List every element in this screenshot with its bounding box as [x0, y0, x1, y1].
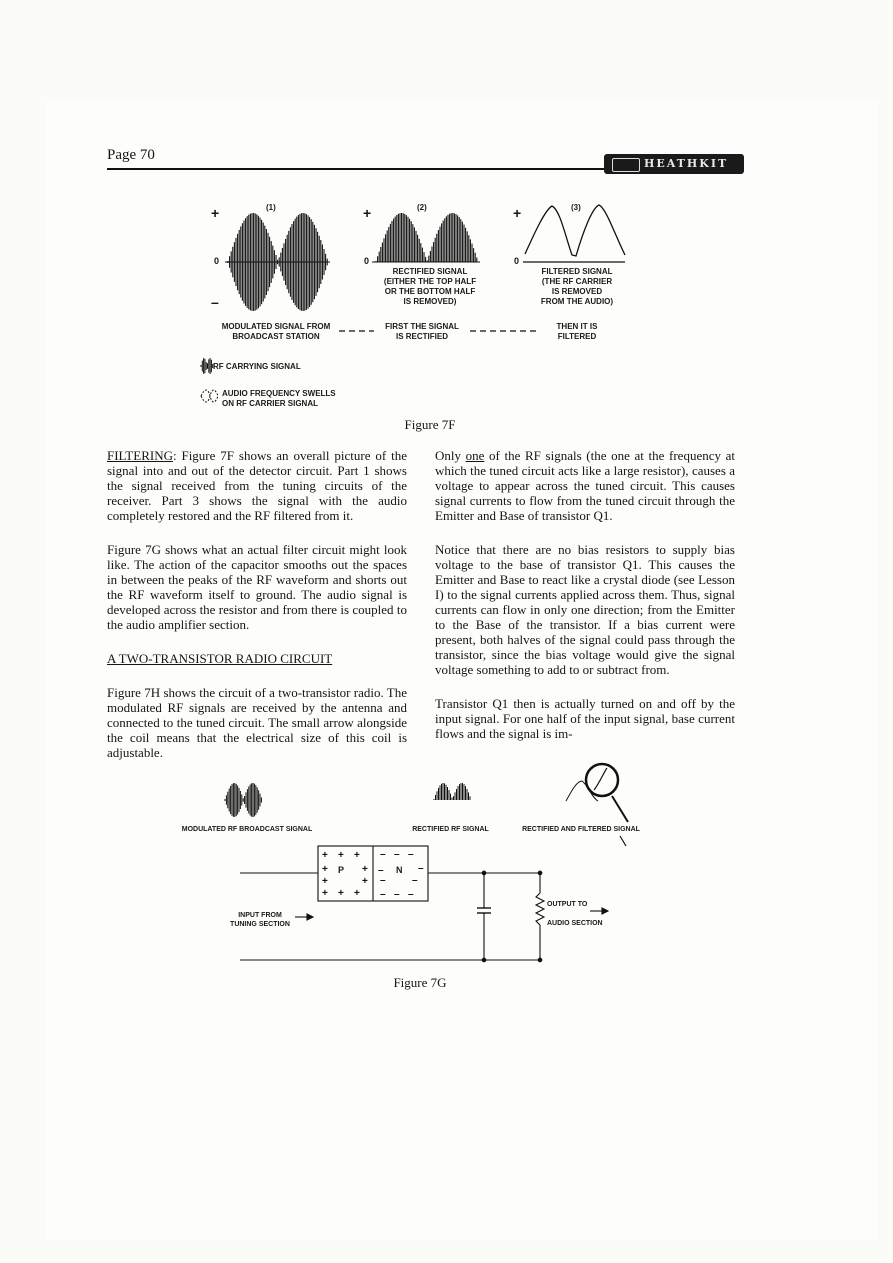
transistor-q1-paragraph: Transistor Q1 then is actually turned on and off by the input signal. For one half of the input signal, base current flows and the signal is im- — [435, 696, 735, 741]
panel3-desc-1: FILTERED SIGNAL — [541, 267, 613, 276]
panel3-label-line2: FILTERED — [557, 332, 597, 341]
input-label-line2: TUNING SECTION — [230, 921, 290, 928]
legend-audio-line1: AUDIO FREQUENCY SWELLS — [222, 389, 336, 398]
svg-text:+: + — [362, 876, 368, 887]
panel2-label-line1: FIRST THE SIGNAL — [385, 322, 459, 331]
p1-before: Only — [435, 448, 466, 463]
panel2-desc-2: (EITHER THE TOP HALF — [383, 277, 477, 286]
panel3-desc-3: IS REMOVED — [551, 287, 603, 296]
svg-text:+: + — [338, 888, 344, 899]
svg-text:–: – — [380, 849, 386, 860]
bias-paragraph: Notice that there are no bias resistors to supply bias voltage to the base of transistor Q1. This causes the Emitter and Base to react like a crystal diode (see Lesson I) to the signal currents applied across them. Thus, signal currents can flow in only one direction; from the Emitter to the Base of the transistor. If a bias current were present, both halves of the signal could pass through the transistor, since the bias voltage would give the signal voltage something to add to or subtract from. — [435, 542, 735, 677]
svg-text:+: + — [354, 888, 360, 899]
output-label-line1: OUTPUT TO — [547, 901, 588, 908]
one-rf-signal-paragraph — [435, 448, 735, 523]
svg-text:+: + — [322, 850, 328, 861]
audio-swell-icon — [201, 390, 218, 402]
filtering-paragraph — [107, 448, 407, 523]
panel1-label-line1: MODULATED SIGNAL FROM — [221, 322, 331, 331]
output-label-line2: AUDIO SECTION — [547, 920, 603, 927]
panel2-desc-4: IS REMOVED) — [403, 297, 457, 306]
figure-7f-caption: Figure 7F — [404, 417, 456, 432]
svg-text:+: + — [362, 864, 368, 875]
panel3-desc-4: FROM THE AUDIO) — [540, 297, 614, 306]
page-number: Page 70 — [107, 147, 155, 163]
right-column — [435, 448, 735, 760]
svg-text:+: + — [322, 864, 328, 875]
svg-text:–: – — [394, 849, 400, 860]
two-transistor-paragraph: Figure 7H shows the circuit of a two-transistor radio. The modulated RF signals are received by the antenna and connected to the tuned circuit. The small arrow alongside the coil means that the electrical size of this coil is adjustable. — [107, 685, 407, 760]
fig7g-label-filtered: RECTIFIED AND FILTERED SIGNAL — [522, 826, 640, 833]
filter-circuit-paragraph: Figure 7G shows what an actual filter circuit might look like. The action of the capacitor smooths out the spaces in between the peaks of the RF waveform and shorts out the RF waveform itself to ground. The audio signal is developed across the resistor and from there is coupled to the audio amplifier section. — [107, 542, 407, 632]
svg-text:+: + — [354, 850, 360, 861]
panel3-plus: + — [513, 205, 522, 221]
p-region-label: P — [338, 865, 345, 875]
panel2-label-line2: IS RECTIFIED — [395, 332, 448, 341]
rf-carrying-signal-icon — [201, 358, 213, 374]
svg-text:–: – — [394, 889, 400, 900]
p1-emphasis: one — [465, 448, 485, 463]
svg-text:+: + — [322, 888, 328, 899]
input-label-line1: INPUT FROM — [238, 912, 282, 919]
panel2-zero: 0 — [364, 256, 370, 266]
svg-text:–: – — [380, 889, 386, 900]
svg-text:–: – — [378, 865, 384, 876]
svg-text:–: – — [418, 863, 424, 874]
svg-text:–: – — [408, 889, 414, 900]
filtering-heading: FILTERING — [107, 448, 173, 463]
logo-text: HEATHKIT — [644, 157, 729, 170]
svg-text:–: – — [380, 875, 386, 886]
panel2-desc-1: RECTIFIED SIGNAL — [392, 267, 468, 276]
panel1-number: (1) — [266, 203, 276, 212]
filtering-text: : Figure 7F shows an overall picture of the signal into and out of the detector circuit. Part 1 shows the signal received from the tuning circuits of the receiver. Part 3 shows the signal with the audio completely restored and the RF filtered from it. — [107, 448, 407, 523]
legend-rf-carrying: RF CARRYING SIGNAL — [213, 362, 301, 371]
modulated-signal-waveform — [228, 213, 327, 311]
panel1-plus: + — [211, 205, 220, 221]
panel2-desc-3: OR THE BOTTOM HALF — [384, 287, 476, 296]
svg-text:+: + — [322, 876, 328, 887]
svg-text:–: – — [408, 849, 414, 860]
panel1-zero: 0 — [214, 256, 220, 266]
left-column — [107, 448, 407, 779]
panel1-label-line2: BROADCAST STATION — [232, 332, 320, 341]
legend-audio-line2: ON RF CARRIER SIGNAL — [222, 399, 318, 408]
panel3-zero: 0 — [514, 256, 520, 266]
panel2-plus: + — [363, 205, 372, 221]
panel1-minus: – — [211, 294, 219, 310]
p1-after: of the RF signals (the one at the frequency at which the tuned circuit acts like a large resistor), causes a voltage to appear across the tuned circuit. This causes signal currents to flow from the tuned circuit through the Emitter and Base of transistor Q1. — [435, 448, 736, 523]
n-region-label: N — [396, 865, 403, 875]
figure-7g-caption: Figure 7G — [393, 975, 447, 990]
svg-text:–: – — [412, 875, 418, 886]
rectified-signal-waveform — [376, 213, 477, 262]
panel2-number: (2) — [417, 203, 427, 212]
panel3-desc-2: (THE RF CARRIER — [541, 277, 613, 286]
panel3-number: (3) — [571, 203, 581, 212]
fig7g-label-rectified: RECTIFIED RF SIGNAL — [412, 826, 489, 833]
panel3-label-line1: THEN IT IS — [556, 322, 598, 331]
fig7g-label-modulated: MODULATED RF BROADCAST SIGNAL — [181, 826, 313, 833]
section-heading: A TWO-TRANSISTOR RADIO CIRCUIT — [107, 651, 333, 666]
svg-text:+: + — [338, 850, 344, 861]
